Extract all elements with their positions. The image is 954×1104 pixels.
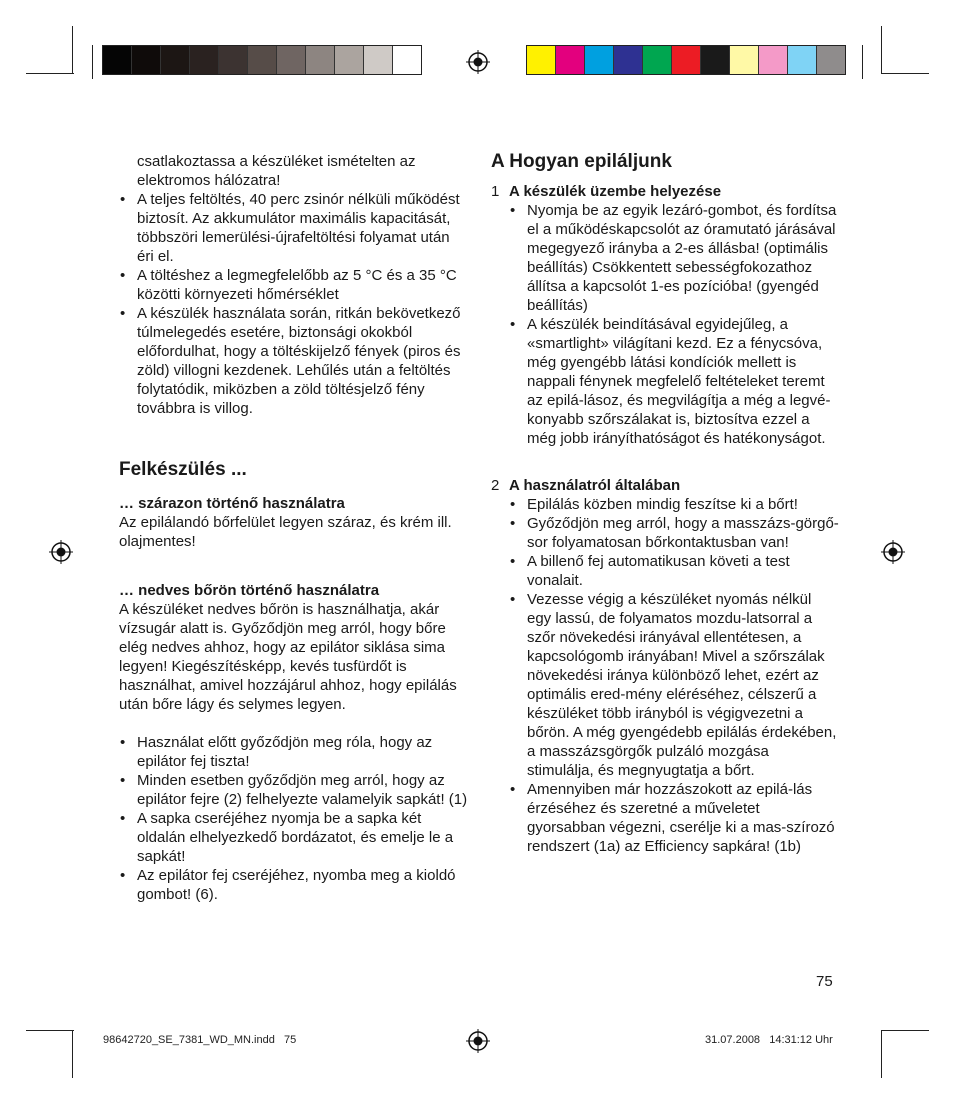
list-item: • Minden esetben győződjön meg arról, hogy az epilátor fejre (2) felhelyezte valamelyik sapkát! (1) xyxy=(119,771,469,809)
list-item: • Vezesse végig a készüléket nyomás nélkül egy lassú, de folyamatos mozdu-latsorral a szőr növekedési irányával ellentétesen, a kapcsológomb irányában! Mivel a szőrszálak növekedési iránya különböző lehet, ezért az optimális ered-mény eléréséhez, célszerű a készüléket több irányból is végigvezetni a bőrön. A még gyengédebb epilálás érdekében, a masszázsgörgők pulzáló mozgása stimulálja, és megnyugtatja a bőrt. xyxy=(509,590,839,780)
color-swatch xyxy=(788,46,817,74)
crop-mark xyxy=(881,1030,929,1031)
list-item: • A billenő fej automatikusan követi a test vonalait. xyxy=(509,552,839,590)
color-swatch xyxy=(701,46,730,74)
crop-mark xyxy=(862,45,863,79)
color-swatch xyxy=(277,46,306,74)
color-swatch xyxy=(306,46,335,74)
color-swatch xyxy=(248,46,277,74)
intro-text: csatlakoztassa a készüléket ismételten az elektromos hálózatra! xyxy=(137,153,416,189)
left-column xyxy=(119,152,469,904)
preparation-bullets xyxy=(119,733,469,904)
crop-mark xyxy=(881,73,929,74)
list-item: • Epilálás közben mindig feszítse ki a bőrt! xyxy=(509,495,839,514)
step-1-bullets xyxy=(491,201,839,448)
step-number: 2 xyxy=(491,477,500,494)
color-swatch xyxy=(730,46,759,74)
step-title: A használatról általában xyxy=(509,477,681,494)
step-title: A készülék üzembe helyezése xyxy=(509,183,722,200)
crop-mark xyxy=(881,26,882,74)
color-swatch xyxy=(817,46,845,74)
list-item: • A készülék használata során, ritkán bekövetkező túlmelegedés esetére, biztonsági okokból előfordulhat, hogy a töltéskijelző fények (piros és zöld) villogni kezdenek. Lehűlés után a feltöltés folytatódik, miközben a zöld töltésjelző fény továbbra is villog. xyxy=(119,304,469,418)
section-heading-preparation: Felkészülés ... xyxy=(119,459,247,480)
crop-mark xyxy=(72,1030,73,1078)
color-swatch xyxy=(103,46,132,74)
dry-use-title: … szárazon történő használatra xyxy=(119,495,345,512)
registration-mark-icon xyxy=(465,1028,491,1054)
registration-mark-icon xyxy=(880,539,906,565)
crop-mark xyxy=(92,45,93,79)
footer-timestamp: 31.07.2008 14:31:12 Uhr xyxy=(705,1034,833,1046)
list-item: • A sapka cseréjéhez nyomja be a sapka két oldalán elhelyezkedő bordázatot, és emelje le a sapkát! xyxy=(119,809,469,866)
list-item: • A töltéshez a legmegfelelőbb az 5 °C és a 35 °C közötti környezeti hőmérséklet xyxy=(119,266,469,304)
section-heading-how-to-epilate: A Hogyan epiláljunk xyxy=(491,151,672,172)
list-item: • Az epilátor fej cseréjéhez, nyomba meg a kioldó gombot! (6). xyxy=(119,866,469,904)
crop-mark xyxy=(72,26,73,74)
registration-mark-icon xyxy=(465,49,491,75)
color-swatch xyxy=(585,46,614,74)
right-column xyxy=(491,150,839,856)
crop-mark xyxy=(26,1030,74,1031)
grayscale-color-bar xyxy=(102,45,422,75)
crop-mark xyxy=(881,1030,882,1078)
color-swatch xyxy=(614,46,643,74)
color-swatch xyxy=(132,46,161,74)
step-number: 1 xyxy=(491,183,500,200)
color-swatch xyxy=(219,46,248,74)
color-swatch xyxy=(556,46,585,74)
color-swatch xyxy=(393,46,421,74)
list-item: • Győződjön meg arról, hogy a masszázs-görgő-sor folyamatosan bőrkontaktusban van! xyxy=(509,514,839,552)
dry-use-text: Az epilálandó bőrfelület legyen száraz, és krém ill. olajmentes! xyxy=(119,514,452,550)
wet-use-text: A készüléket nedves bőrön is használhatja, akár vízsugár alatt is. Győződjön meg arról, hogy bőre elég nedves ahhoz, hogy az epilátor siklása sima legyen! Kiegészítésképp, kevés tusfürdőt is használhat, amivel hozzájárul ahhoz, hogy epilálás után bőre lágy és selymes legyen. xyxy=(119,601,457,713)
list-item: • A készülék beindításával egyidejűleg, a «smartlight» világítani kezd. Ez a fénycsóva, még gyengébb látási kondíciók mellett is nappali fénynek megfelelő feltételeket teremt az epilá-lásoz, és megvilágítja a még a legvé-konyabb szőrszálakat is, biztosítva ezzel a még jobb irányíthatóságot és hatékonyságot. xyxy=(509,315,839,448)
list-item: • Amennyiben már hozzászokott az epilá-lás érzéséhez és szeretné a műveletet gyorsabban végezni, cserélje ki a mas-szírozó rendszert (1a) az Efficiency sapkára! (1b) xyxy=(509,780,839,856)
color-swatch xyxy=(335,46,364,74)
color-swatch xyxy=(364,46,393,74)
footer-file-name: 98642720_SE_7381_WD_MN.indd 75 xyxy=(103,1034,297,1046)
color-swatch xyxy=(643,46,672,74)
page-number: 75 xyxy=(816,973,833,990)
wet-use-title: … nedves bőrön történő használatra xyxy=(119,582,380,599)
charging-bullets xyxy=(119,190,469,418)
registration-mark-icon xyxy=(48,539,74,565)
list-item: • Használat előtt győződjön meg róla, hogy az epilátor fej tiszta! xyxy=(119,733,469,771)
color-swatch xyxy=(759,46,788,74)
color-swatch xyxy=(161,46,190,74)
list-item: • Nyomja be az egyik lezáró-gombot, és fordítsa el a működéskapcsolót az óramutató járásával megegyező irányba a 2-es állásba! (optimális beállítás) Csökkentett sebességfokozathoz állítsa a kapcsolót 1-es pozícióba! (gyengéd beállítás) xyxy=(509,201,839,315)
step-1-title xyxy=(491,182,839,201)
color-swatch xyxy=(190,46,219,74)
process-color-bar xyxy=(526,45,846,75)
list-item: • A teljes feltöltés, 40 perc zsinór nélküli működést biztosít. Az akkumulátor maximális kapacitását, többszöri lemerülési-újrafeltöltési folyamat után éri el. xyxy=(119,190,469,266)
color-swatch xyxy=(527,46,556,74)
crop-mark xyxy=(26,73,74,74)
step-2-title xyxy=(491,476,839,495)
color-swatch xyxy=(672,46,701,74)
step-2-bullets xyxy=(491,495,839,856)
